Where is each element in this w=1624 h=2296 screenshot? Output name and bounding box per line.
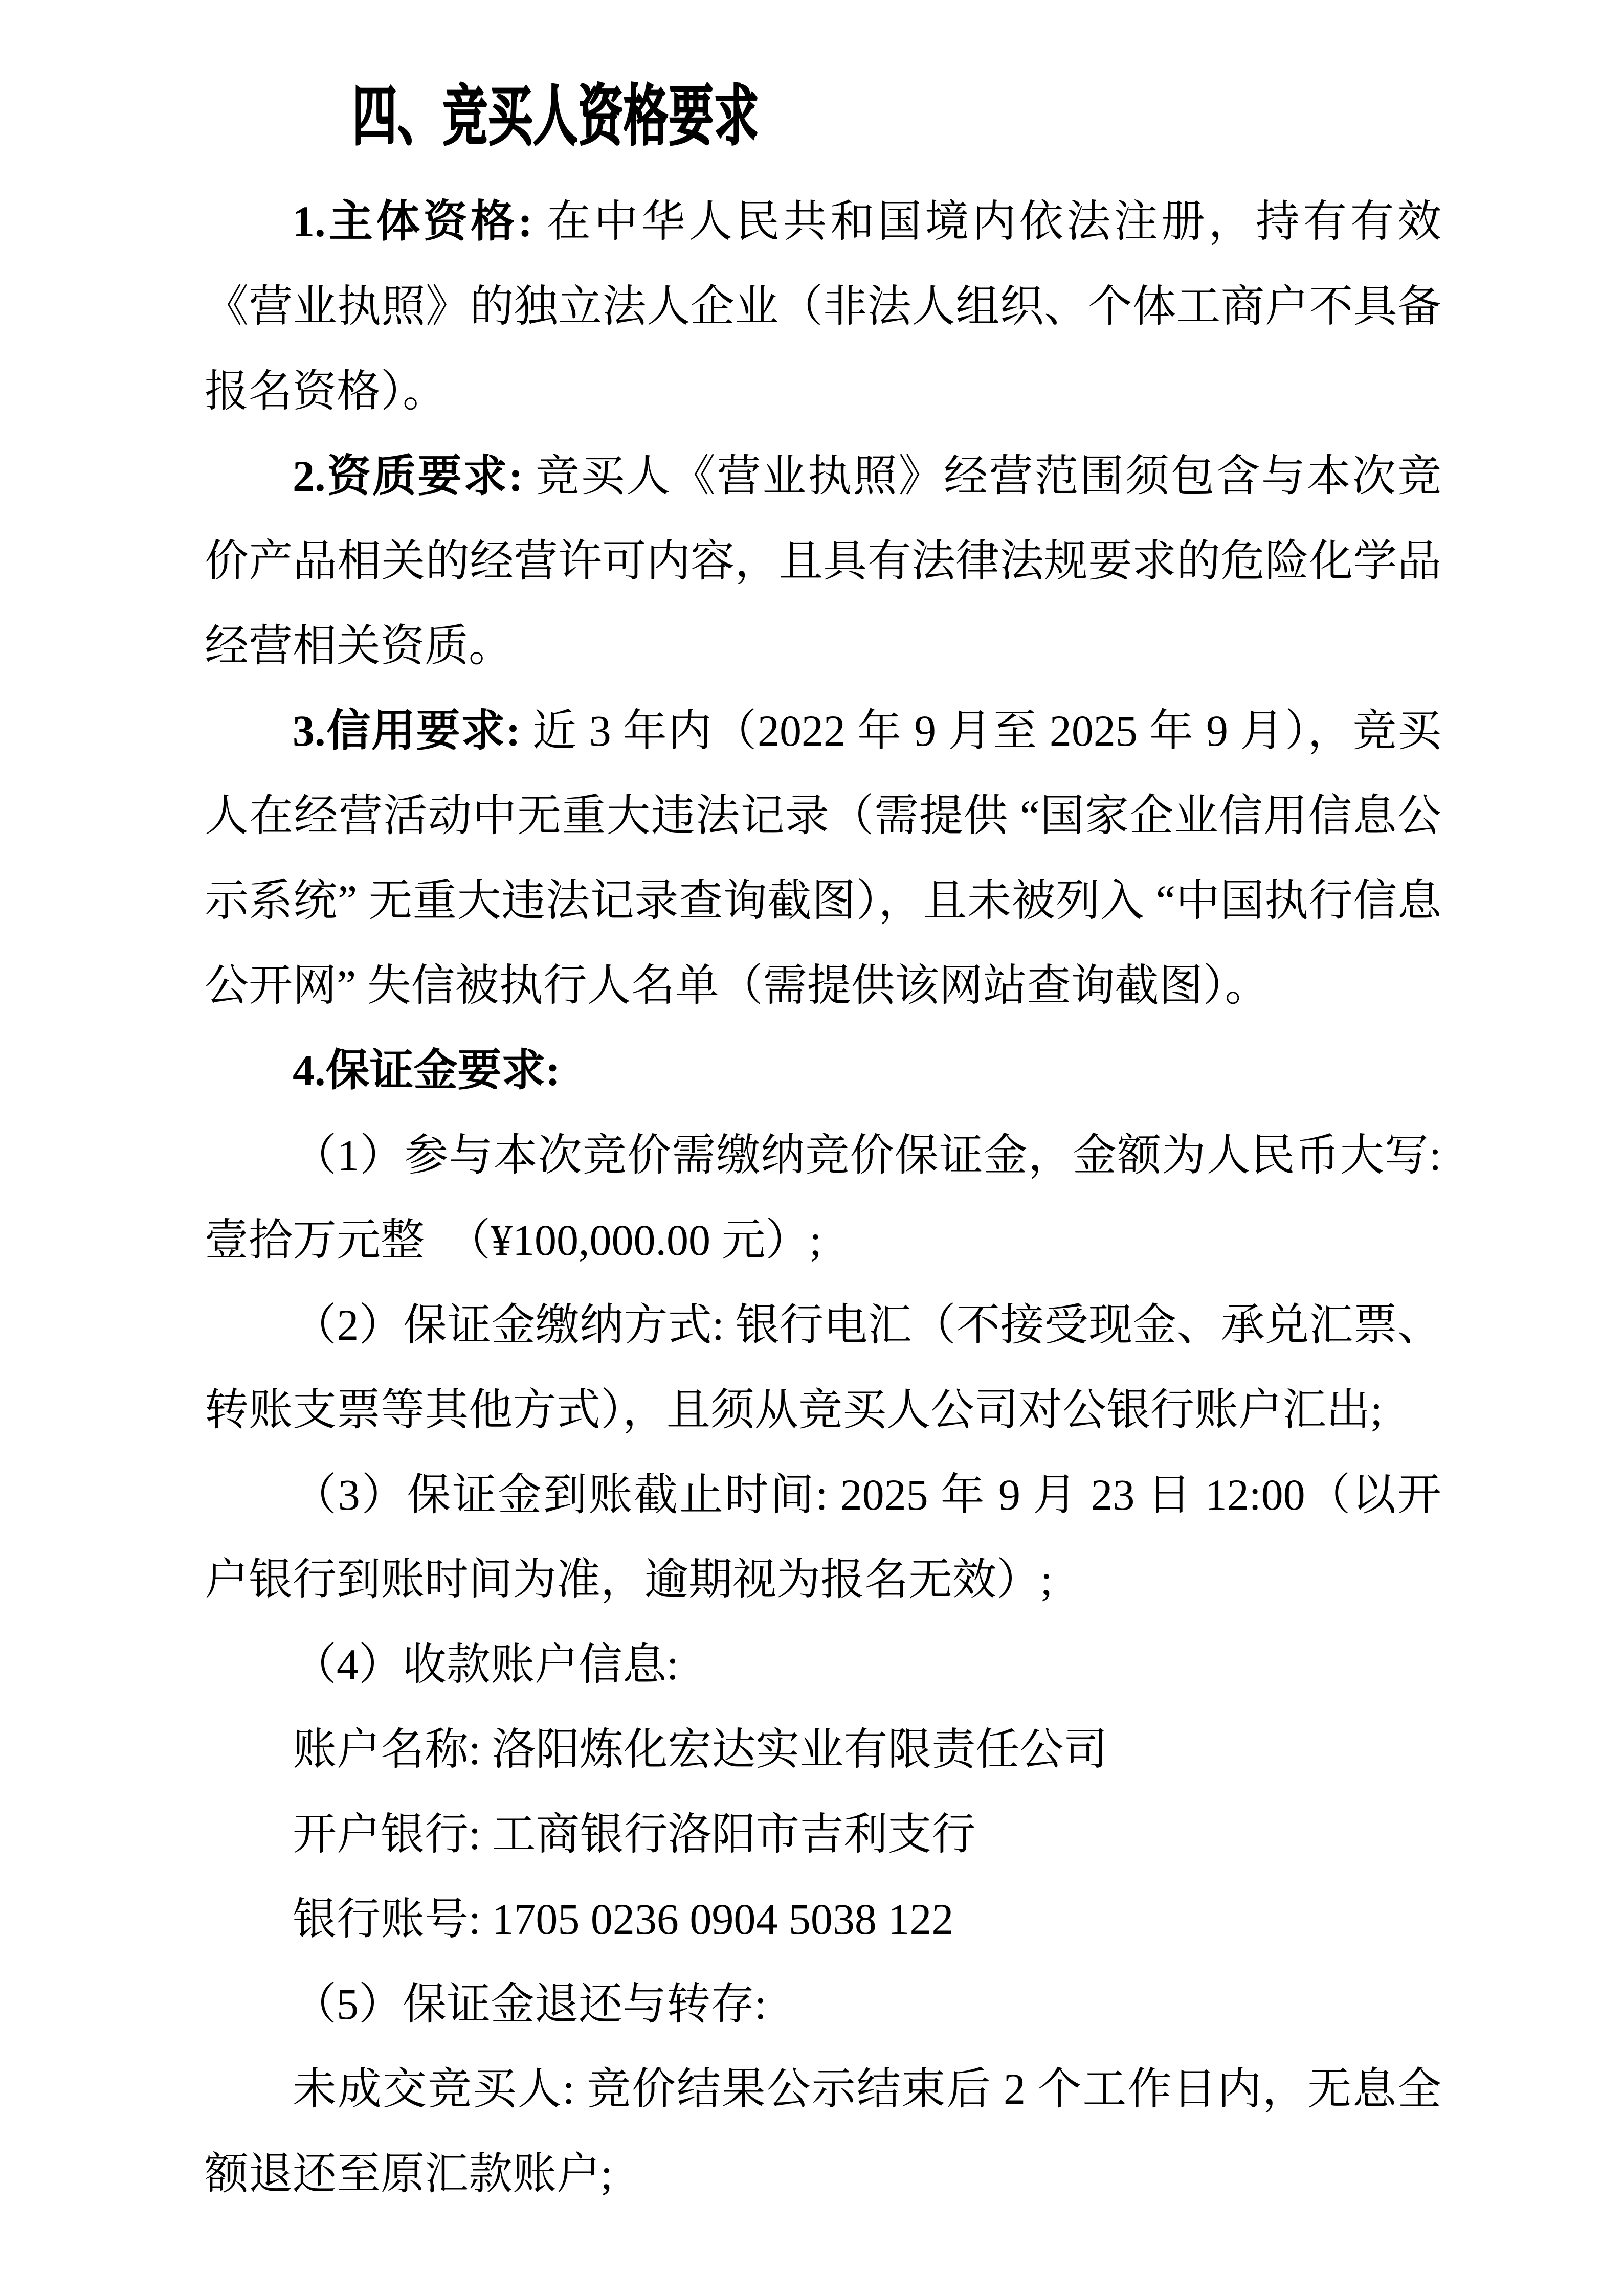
deposit-item-amount [205, 1113, 1441, 1282]
deposit-item-deadline [205, 1452, 1441, 1622]
refund-unsuccessful-bidder-line [205, 2046, 1441, 2216]
clause-text: （5）保证金退还与转存: [293, 1979, 767, 2029]
clause-credit-requirement [205, 688, 1441, 1028]
clause-lead: 4.保证金要求: [293, 1046, 561, 1095]
clause-lead: 2.资质要求: [293, 452, 536, 501]
deposit-item-payment-method [205, 1282, 1441, 1452]
clause-text: 在中华人民共和国境内依法注册，持有有效《营业执照》的独立法人企业（非法人组织、个体工商户不具备报名资格）。 [205, 197, 1442, 416]
clause-credential-requirement [205, 434, 1441, 688]
account-name-line [205, 1707, 1441, 1792]
clause-subject-qualification [205, 179, 1441, 434]
section-heading-row [205, 74, 1441, 179]
clause-text: 银行账号: 1705 0236 0904 5038 122 [293, 1895, 954, 1944]
deposit-item-account-info-heading [205, 1622, 1441, 1707]
clause-text: （3）保证金到账截止时间: 2025 年 9 月 23 日 12:00（以开户银行到账时间为准，逾期视为报名无效）; [205, 1470, 1441, 1604]
clause-text: （2）保证金缴纳方式: 银行电汇（不接受现金、承兑汇票、转账支票等其他方式），且须从竞买人公司对公银行账户汇出; [205, 1300, 1441, 1434]
clause-text: 账户名称: 洛阳炼化宏达实业有限责任公司 [293, 1725, 1108, 1774]
clause-text: 近 3 年内（2022 年 9 月至 2025 年 9 月），竞买人在经营活动中无重大违法记录（需提供 “国家企业信用信息公示系统” 无重大违法记录查询截图），且未被列入 “中国执行信息公开网” 失信被执行人名单（需提供该网站查询截图）。 [205, 706, 1442, 1010]
clause-text: 竞买人《营业执照》经营范围须包含与本次竞价产品相关的经营许可内容，且具有法律法规要求的危险化学品经营相关资质。 [205, 452, 1442, 670]
clause-text: 开户银行: 工商银行洛阳市吉利支行 [293, 1810, 976, 1859]
bank-account-number-line [205, 1877, 1441, 1962]
clause-deposit-requirement-heading [205, 1028, 1441, 1113]
clause-text: 未成交竞买人: 竞价结果公示结束后 2 个工作日内，无息全额退还至原汇款账户; [205, 2064, 1441, 2198]
clause-lead: 3.信用要求: [293, 706, 532, 755]
section-title: 四、竞买人资格要求 [352, 80, 760, 153]
deposit-item-refund-heading [205, 1962, 1441, 2046]
clause-lead: 1.主体资格: [293, 197, 547, 246]
clause-text: （4）收款账户信息: [293, 1640, 679, 1689]
bank-name-line [205, 1792, 1441, 1877]
clause-text: （1）参与本次竞价需缴纳竞价保证金，金额为人民币大写: 壹拾万元整 （¥100,000.00 元）; [205, 1131, 1441, 1265]
